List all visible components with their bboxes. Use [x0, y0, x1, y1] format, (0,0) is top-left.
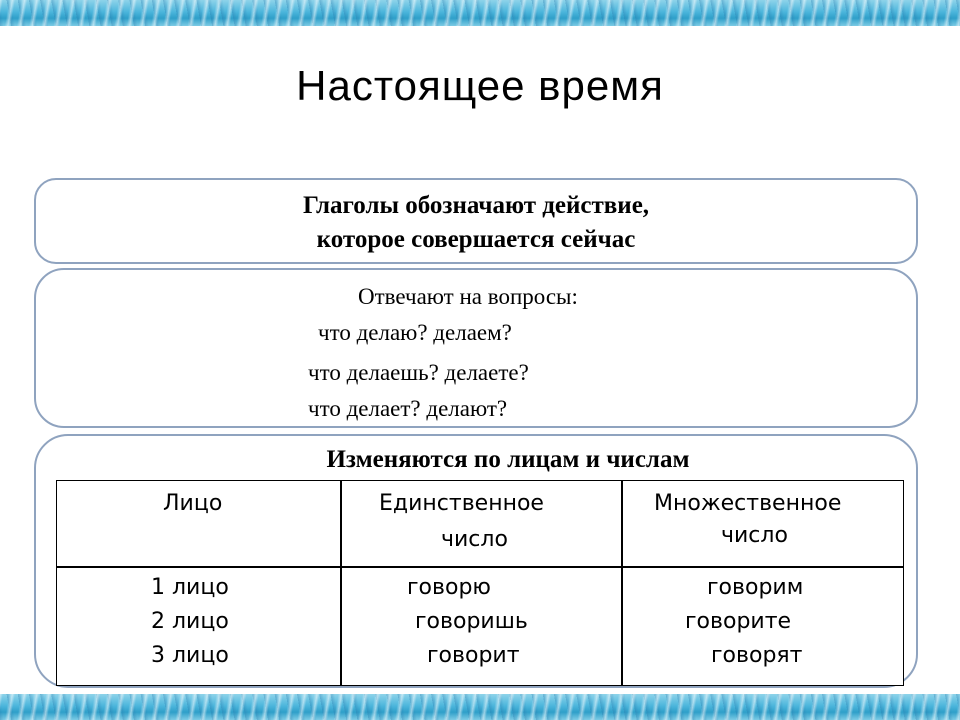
question-line-3: что делает? делают?	[308, 396, 508, 421]
header-plural-line-2: число	[721, 523, 788, 548]
table-row-2-person: 2 лицо	[151, 609, 229, 634]
table-row-3-person: 3 лицо	[151, 643, 229, 668]
header-person: Лицо	[163, 491, 223, 516]
top-decorative-band	[0, 0, 960, 26]
question-line-2: что делаешь? делаете?	[308, 360, 529, 385]
table-row-2-singular: говоришь	[415, 609, 528, 634]
header-singular-line-2: число	[441, 527, 508, 552]
table-row-3-plural: говорят	[711, 643, 803, 668]
table-row-1-singular: говорю	[407, 575, 491, 600]
bottom-decorative-band	[0, 694, 960, 720]
questions-heading: Отвечают на вопросы:	[358, 284, 578, 309]
table-row-3-singular: говорит	[427, 643, 520, 668]
slide-title: Настоящее время	[296, 62, 664, 109]
header-plural-line-1: Множественное	[654, 491, 842, 516]
conjugation-title: Изменяются по лицам и числам	[326, 446, 690, 473]
table-row-1-person: 1 лицо	[151, 575, 229, 600]
question-line-1: что делаю? делаем?	[318, 320, 512, 345]
definition-line-1: Глаголы обозначают действие,	[302, 192, 650, 219]
table-row-1-plural: говорим	[707, 575, 804, 600]
conjugation-table	[56, 480, 904, 686]
table-divider	[340, 481, 342, 685]
table-divider	[57, 566, 903, 568]
header-singular-line-1: Единственное	[379, 491, 544, 516]
table-row-2-plural: говорите	[685, 609, 792, 634]
definition-panel	[34, 178, 918, 264]
questions-panel	[34, 268, 918, 428]
table-divider	[621, 481, 623, 685]
definition-line-2: которое совершается сейчас	[316, 226, 636, 253]
